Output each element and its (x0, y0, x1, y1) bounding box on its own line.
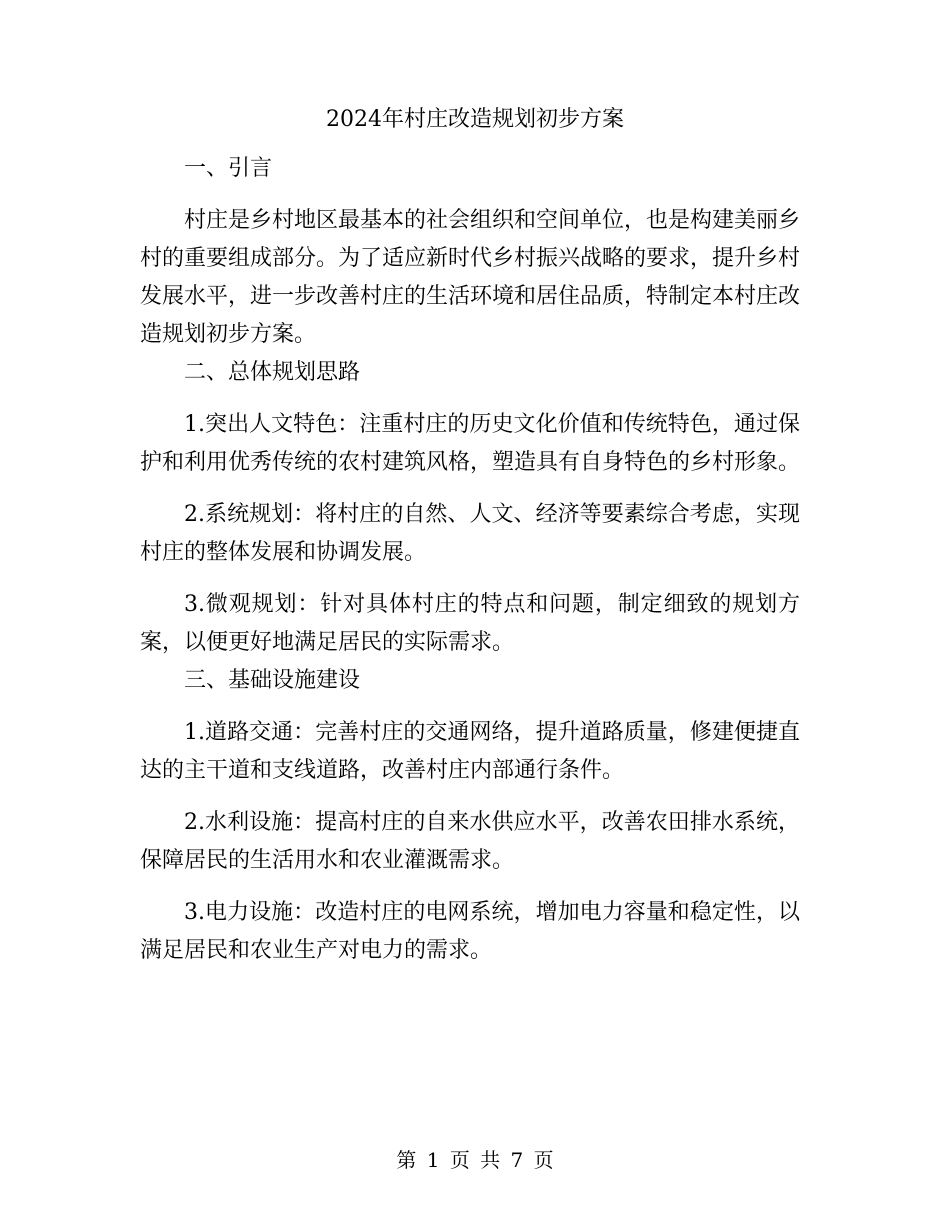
paragraph-cultural-features: 1.突出人文特色：注重村庄的历史文化价值和传统特色，通过保护和利用优秀传统的农村建筑风格，塑造具有自身特色的乡村形象。 (140, 412, 801, 475)
paragraph-micro-planning: 3.微观规划：针对具体村庄的特点和问题，制定细致的规划方案，以便更好地满足居民的实际需求。 (140, 592, 800, 655)
page-footer (0, 1146, 950, 1174)
document-body (140, 150, 800, 970)
paragraph-water-facilities: 2.水利设施：提高村庄的自来水供应水平，改善农田排水系统，保障居民的生活用水和农业灌溉需求。 (140, 810, 800, 873)
document-title: 2024年村庄改造规划初步方案 (326, 107, 624, 132)
footer-total-pages: 7 (510, 1148, 524, 1172)
paragraph-road-traffic: 1.道路交通：完善村庄的交通网络，提升道路质量，修建便捷直达的主干道和支线道路，改善村庄内部通行条件。 (140, 720, 800, 783)
paragraph-introduction: 村庄是乡村地区最基本的社会组织和空间单位，也是构建美丽乡村的重要组成部分。为了适应新时代乡村振兴战略的要求，提升乡村发展水平，进一步改善村庄的生活环境和居住品质，特制定本村庄改造规划初步方案。 (140, 208, 801, 347)
section-heading-overall-planning: 二、总体规划思路 (184, 360, 361, 385)
footer-label-total-unit: 页 (533, 1148, 554, 1172)
footer-current-page: 1 (426, 1148, 440, 1172)
paragraph-power-facilities: 3.电力设施：改造村庄的电网系统，增加电力容量和稳定性，以满足居民和农业生产对电力的需求。 (140, 900, 800, 963)
footer-label-total: 共 (480, 1148, 501, 1172)
footer-label-page: 第 (396, 1148, 417, 1172)
footer-label-page-unit: 页 (449, 1148, 470, 1172)
paragraph-system-planning: 2.系统规划：将村庄的自然、人文、经济等要素综合考虑，实现村庄的整体发展和协调发展。 (140, 502, 800, 565)
section-heading-introduction: 一、引言 (184, 156, 273, 181)
section-heading-infrastructure: 三、基础设施建设 (184, 668, 361, 693)
